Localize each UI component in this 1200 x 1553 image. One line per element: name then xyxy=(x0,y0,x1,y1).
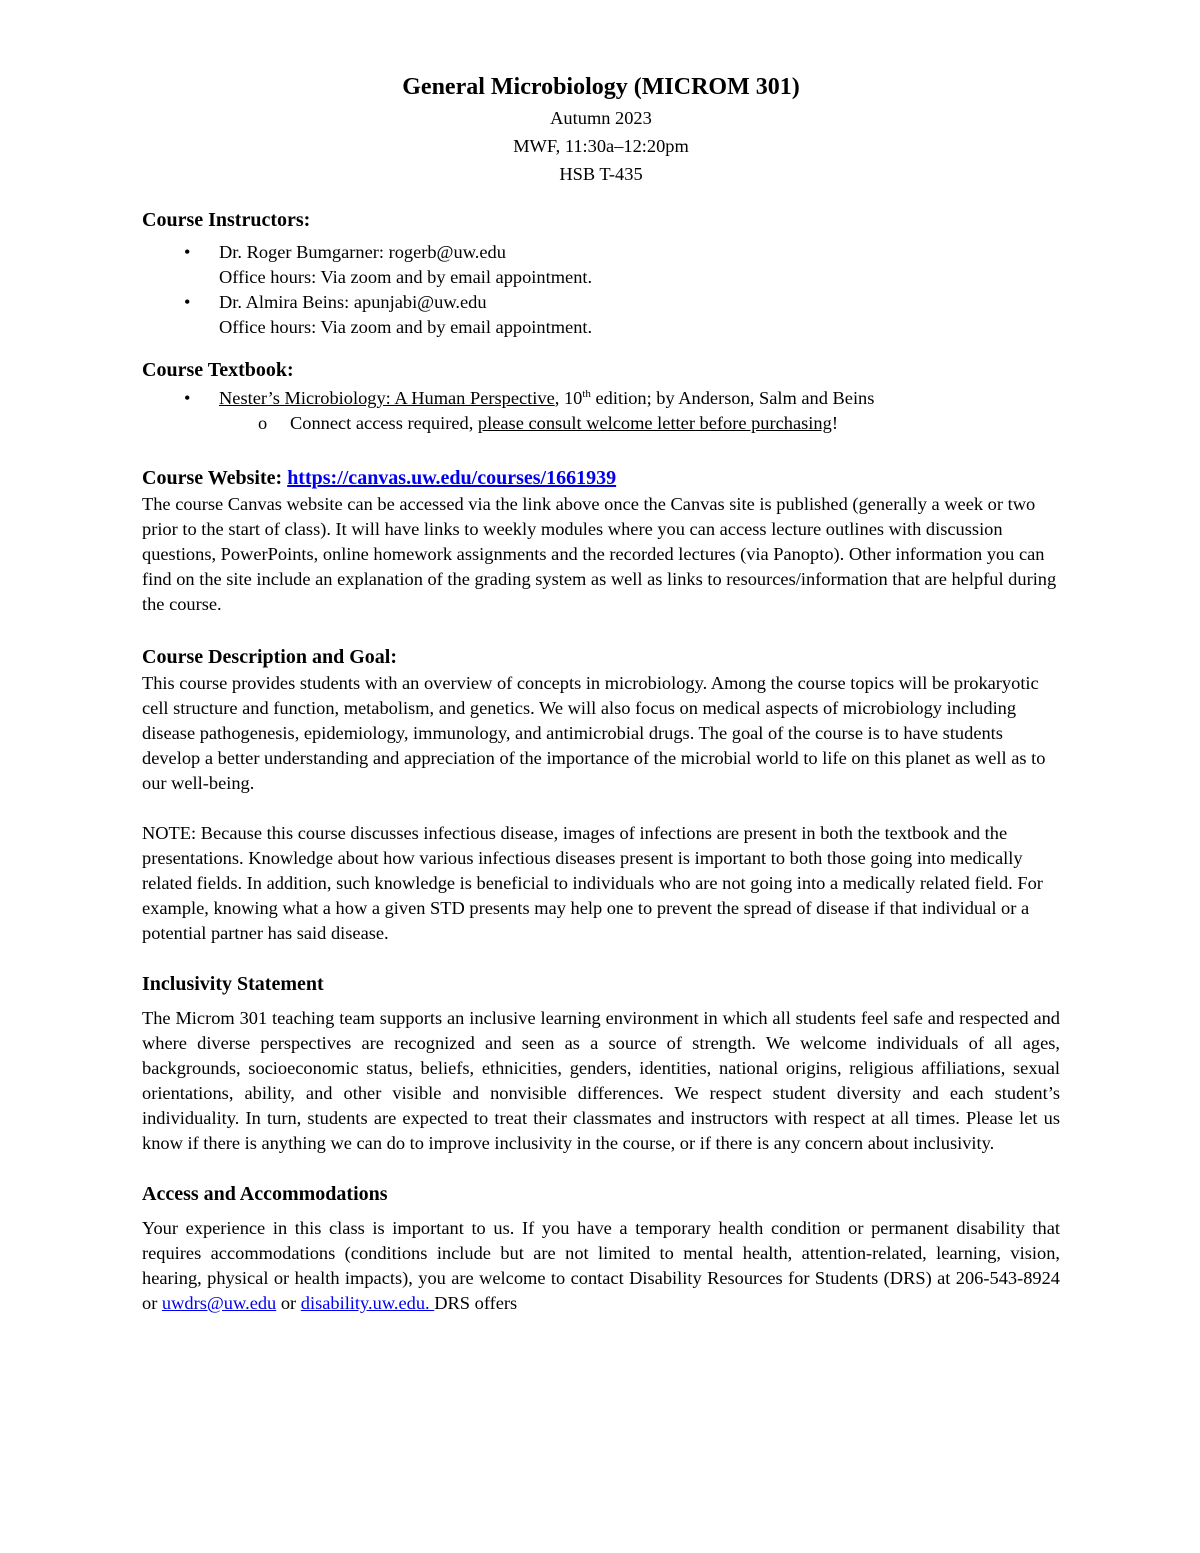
access-body xyxy=(142,1216,1060,1316)
access-section xyxy=(142,1180,1060,1316)
instructor-item xyxy=(142,240,1060,290)
instructors-heading: Course Instructors: xyxy=(142,209,311,231)
document-title: General Microbiology (MICROM 301) xyxy=(402,74,800,100)
inclusivity-body: The Microm 301 teaching team supports an inclusive learning environment in which all students feel safe and respected and where diverse perspectives are recognized and seen as a source of strength. We welcome individuals of all ages, backgrounds, socioeconomic status, beliefs, ethnicities, genders, identities, national origins, religious affiliations, sexual orientations, ability, and other visible and nonvisible differences. We respect student diversity and each student’s individuality. In turn, students are expected to treat their classmates and instructors with respect at all times. Please let us know if there is anything we can do to improve inclusivity in the course, or if there is any concern about inclusivity. xyxy=(142,1008,1060,1153)
welcome-letter-link[interactable]: please consult welcome letter before purchasing xyxy=(477,413,832,433)
canvas-course-link[interactable]: https://canvas.uw.edu/courses/1661939 xyxy=(287,467,617,489)
description-heading: Course Description and Goal: xyxy=(142,646,397,668)
drs-website-link[interactable]: disability.uw.edu. xyxy=(300,1293,435,1313)
access-body-post: DRS offers xyxy=(434,1293,518,1313)
instructor-name: Dr. Roger Bumgarner: rogerb@uw.edu xyxy=(219,242,506,262)
instructor-office-hours: Office hours: Via zoom and by email appointment. xyxy=(219,267,593,287)
bullet-icon: • xyxy=(184,242,191,262)
access-body-mid: or xyxy=(276,1293,301,1313)
website-heading-label: Course Website: xyxy=(142,467,288,489)
instructor-office-hours: Office hours: Via zoom and by email appointment. xyxy=(219,317,593,337)
inclusivity-section xyxy=(142,970,1060,1156)
drs-email-link[interactable]: uwdrs@uw.edu xyxy=(161,1293,277,1313)
textbook-list xyxy=(142,386,1060,411)
document-header xyxy=(142,70,1060,188)
circle-bullet-icon: o xyxy=(258,413,268,433)
access-body-pre: Your experience in this class is important to us. If you have a temporary health condition or permanent disability that requires accommodations (conditions include but are not limited to mental health, attention-related, learning, vision, hearing, physical or health impacts), you are welcome to contact Disability Resources for Students (DRS) at 206-543-8924 or xyxy=(142,1218,1060,1313)
course-term: Autumn 2023 xyxy=(550,108,652,128)
textbook-heading: Course Textbook: xyxy=(142,359,294,381)
instructor-list xyxy=(142,240,1060,340)
description-body: This course provides students with an overview of concepts in microbiology. Among the course topics will be prokaryotic cell structure and function, metabolism, and genetics. We will also focus on medical aspects of microbiology including disease pathogenesis, epidemiology, immunology, and antimicrobial drugs. The goal of the course is to have students develop a better understanding and appreciation of the importance of the microbial world to life on this planet as well as to our well-being. xyxy=(142,673,1046,793)
instructor-name: Dr. Almira Beins: apunjabi@uw.edu xyxy=(219,292,487,312)
textbook-item xyxy=(142,386,1060,411)
textbook-sublist xyxy=(142,411,1060,436)
inclusivity-heading: Inclusivity Statement xyxy=(142,973,324,995)
description-note: NOTE: Because this course discusses infectious disease, images of infections are present in both the textbook and the presentations. Knowledge about how various infectious diseases present is important to both those going into medically related fields. In addition, such knowledge is beneficial to individuals who are not going into a medically related field. For example, knowing what a how a given STD presents may help one to prevent the spread of disease if that individual or a potential partner has said disease. xyxy=(142,823,1043,943)
instructor-item xyxy=(142,290,1060,340)
connect-note-post: ! xyxy=(831,413,838,433)
textbook-edition-post: edition; by Anderson, Salm and Beins xyxy=(590,388,875,408)
textbook-title: Nester’s Microbiology: A Human Perspective xyxy=(219,388,555,408)
textbook-subitem xyxy=(142,411,1060,436)
textbook-edition-pre: , 10 xyxy=(554,388,583,408)
description-section xyxy=(142,643,1060,946)
course-location: HSB T-435 xyxy=(559,164,643,184)
bullet-icon: • xyxy=(184,292,191,312)
textbook-section xyxy=(142,356,1060,436)
bullet-icon: • xyxy=(184,388,191,408)
access-heading: Access and Accommodations xyxy=(142,1183,388,1205)
connect-note-pre: Connect access required, xyxy=(290,413,478,433)
textbook-edition-sup: th xyxy=(582,387,591,400)
instructors-section xyxy=(142,206,1060,340)
website-heading xyxy=(142,464,1060,492)
website-section xyxy=(142,464,1060,617)
website-body: The course Canvas website can be accessed via the link above once the Canvas site is published (generally a week or two prior to the start of class). It will have links to weekly modules where you can access lecture outlines with discussion questions, PowerPoints, online homework assignments and the recorded lectures (via Panopto). Other information you can find on the site include an explanation of the grading system as well as links to resources/information that are helpful during the course. xyxy=(142,494,1057,614)
course-schedule: MWF, 11:30a–12:20pm xyxy=(513,136,689,156)
